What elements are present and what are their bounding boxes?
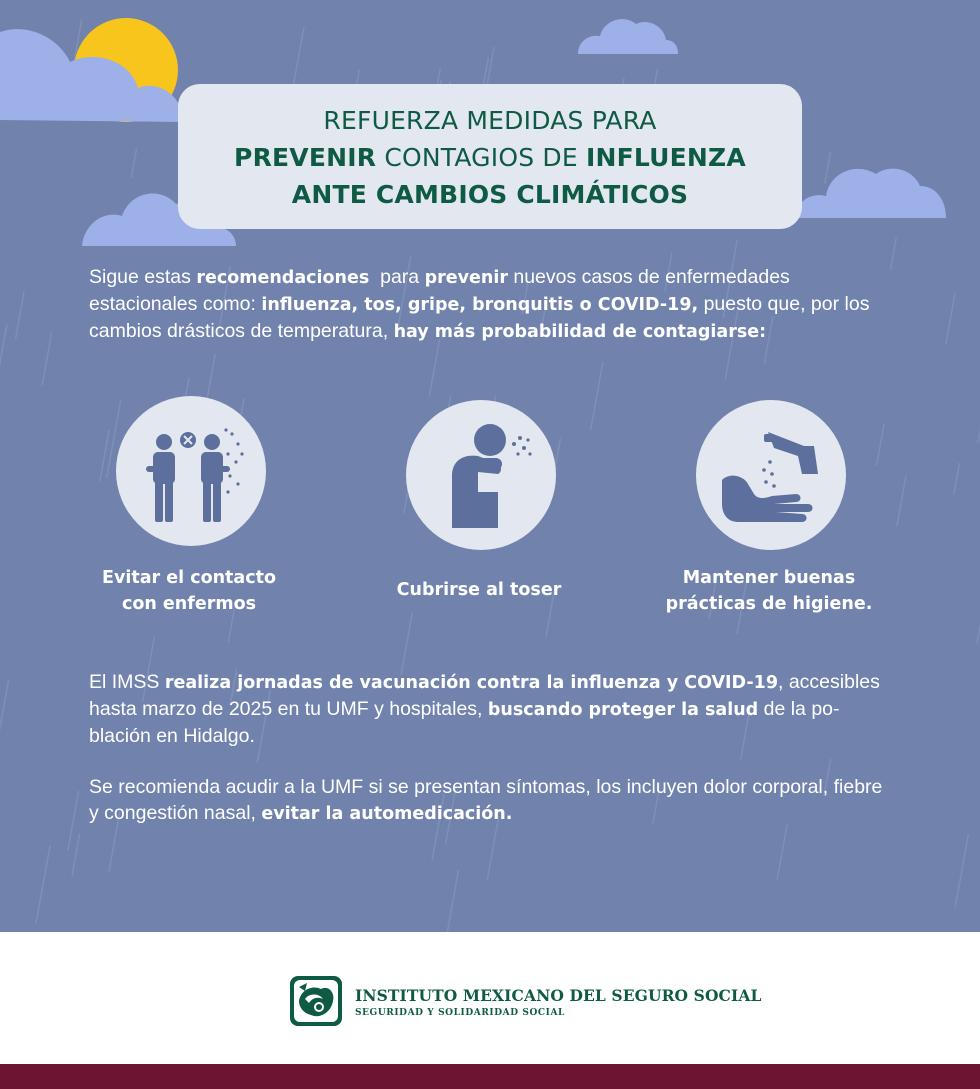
title-box <box>178 84 802 229</box>
rain-streak <box>72 834 80 876</box>
recommendation-label <box>74 565 304 617</box>
rain-streak <box>897 475 906 526</box>
title-emphasis: ANTE CAMBIOS CLIMÁTICOS <box>291 180 689 209</box>
rain-streak <box>68 791 79 850</box>
cloud-icon <box>570 8 680 58</box>
org-name: INSTITUTO MEXICANO DEL SEGURO SOCIAL <box>355 986 762 1005</box>
vaccination-emphasis: buscando proteger la salud <box>487 700 759 720</box>
recommendation-label <box>654 565 884 617</box>
intro-emphasis: influenza, tos, gripe, bronquitis o COVID-19, <box>261 295 699 315</box>
title-line-3 <box>178 176 802 213</box>
rain-streak <box>877 424 885 466</box>
avoid-contact-icon <box>116 396 266 546</box>
recommendation-line: prácticas de higiene. <box>665 594 873 614</box>
rain-streak <box>777 823 787 880</box>
vaccination-emphasis: realiza jornadas de vacunación contra la influenza y COVID-19 <box>164 673 778 693</box>
intro-text: puesto que, por los cambios drásticos de temperatura, <box>89 293 870 342</box>
cough-cover-icon <box>406 400 556 550</box>
intro-paragraph <box>89 264 889 345</box>
rain-streak <box>946 292 955 344</box>
rain-streak <box>42 332 52 385</box>
footer-bar <box>0 1064 980 1089</box>
rain-streak <box>401 613 412 675</box>
rain-streak <box>36 845 50 923</box>
title-emphasis: INFLUENZA <box>586 143 746 172</box>
handwash-icon <box>696 400 846 550</box>
title-line-1: REFUERZA MEDIDAS PARA <box>323 106 657 135</box>
title-text: CONTAGIOS DE <box>376 143 587 172</box>
rain-streak <box>591 362 603 430</box>
vaccination-text: El IMSS <box>89 671 165 693</box>
recommendation-label <box>364 577 594 603</box>
rain-streak <box>293 27 304 87</box>
intro-text: Sigue estas <box>89 266 197 288</box>
intro-emphasis: recomendaciones <box>196 268 370 288</box>
rain-streak <box>891 238 897 269</box>
recommendation-line: Cubrirse al toser <box>396 580 562 600</box>
recommendation-line: Mantener buenas <box>682 568 856 588</box>
advice-paragraph <box>89 774 889 827</box>
vaccination-text: , accesibles hasta marzo de 2025 en tu UMF y hospitales, <box>89 671 880 720</box>
recommendation-line: con enfermos <box>121 594 257 614</box>
title-emphasis: PREVENIR <box>234 143 377 172</box>
recommendation-line: Evitar el contacto <box>101 568 276 588</box>
intro-emphasis: hay más probabilidad de contagiarse: <box>393 322 767 342</box>
intro-text: nuevos casos de enfermedades estacionales como: <box>89 266 790 315</box>
org-tagline: SEGURIDAD Y SOLIDARIDAD SOCIAL <box>355 1008 565 1018</box>
vaccination-paragraph <box>89 669 889 749</box>
rain-streak <box>445 870 458 932</box>
rain-streak <box>954 463 960 495</box>
advice-text: Se recomienda acudir a la UMF si se presentan síntomas, los incluyen dolor corporal, fiebre y congestión nasal, <box>89 776 883 824</box>
intro-text: para <box>369 266 425 288</box>
rain-streak <box>429 339 439 396</box>
advice-emphasis: evitar la automedicación. <box>261 804 513 824</box>
rain-streak <box>0 681 8 734</box>
rain-streak <box>0 324 7 383</box>
rain-streak <box>15 291 24 339</box>
imss-logo-icon <box>289 975 343 1027</box>
rain-streak <box>955 834 968 907</box>
intro-emphasis: prevenir <box>424 268 508 288</box>
vaccination-text: de la po-blación en Hidalgo. <box>89 698 840 747</box>
cloud-icon <box>790 150 950 222</box>
title-line-2 <box>178 139 802 176</box>
